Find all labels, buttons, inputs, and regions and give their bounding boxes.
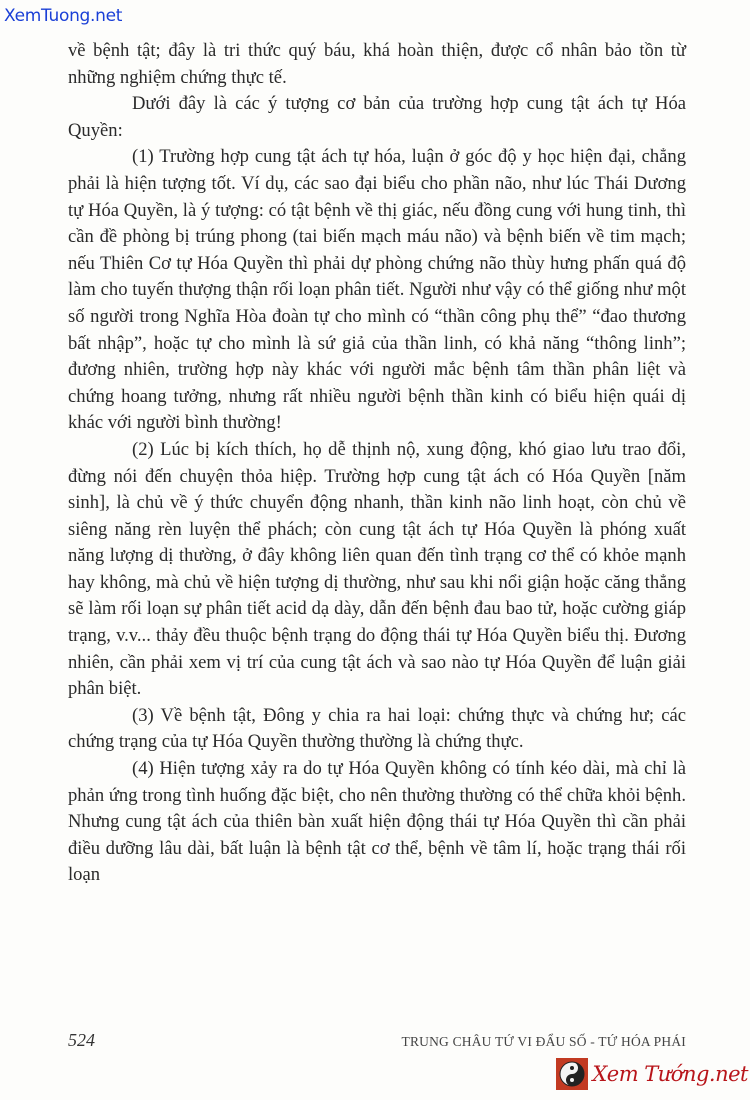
page-number: 524 — [68, 1030, 95, 1050]
watermark-logo — [556, 1058, 748, 1090]
paragraph: (2) Lúc bị kích thích, họ dễ thịnh nộ, xung động, khó giao lưu trao đổi, đừng nói đến chuyện thỏa hiệp. Trường hợp cung tật ách có Hóa Quyền [năm sinh], là chủ về ý thức chuyển động nhanh, thần kinh não linh hoạt, còn chủ về siêng năng rèn luyện thể phách; còn cung tật ách tự Hóa Quyền là phóng xuất năng lượng dị thường, ở đây không liên quan đến tình trạng cơ thể có khỏe mạnh hay không, mà chủ về hiện tượng dị thường, như sau khi nổi giận hoặc căng thẳng sẽ làm rối loạn sự phân tiết acid dạ dày, dẫn đến bệnh đau bao tử, hoặc cường giáp trạng, v.v... thảy đều thuộc bệnh trạng do động thái tự Hóa Quyền biểu thị. Đương nhiên, cần phải xem vị trí của cung tật ách và sao nào tự Hóa Quyền để luận giải phân biệt. — [68, 438, 686, 700]
page-footer — [68, 1030, 686, 1051]
paragraph: (1) Trường hợp cung tật ách tự hóa, luận ở góc độ y học hiện đại, chẳng phải là hiện tượng tốt. Ví dụ, các sao đại biểu cho phần não, như lúc Thái Dương tự Hóa Quyền, là ý tượng: có tật bệnh về thị giác, nếu đồng cung với hung tinh, thì cần đề phòng bị trúng phong (tai biến mạch máu não) và bệnh biến về tim mạch; nếu Thiên Cơ tự Hóa Quyền thì phải dự phòng chứng não thùy hưng phấn quá độ làm cho tuyến thượng thận rối loạn phân tiết. Người như vậy có thể giống như một số người trong Nghĩa Hòa đoàn tự cho mình có “thần công phụ thể” “đao thương bất nhập”, hoặc tự cho mình là sứ giả của thần linh, có khả năng “thông linh”; đương nhiên, trường hợp này khác với người mắc bệnh tâm thần phân liệt và chứng hoang tưởng, nhưng rất nhiều người bệnh thần kinh có biểu hiện quái dị khác với người bình thường! — [68, 146, 686, 434]
logo-text: Xem Tướng.net — [592, 1062, 748, 1086]
paragraph: (4) Hiện tượng xảy ra do tự Hóa Quyền không có tính kéo dài, mà chỉ là phản ứng trong tình huống đặc biệt, cho nên thường thường có thể chữa khỏi bệnh. Nhưng cung tật ách của thiên bàn xuất hiện động thái tự Hóa Quyền thì cần phải điều dưỡng lâu dài, bất luận là bệnh tật cơ thể, bệnh về tâm lí, hoặc trạng thái rối loạn — [68, 758, 686, 886]
paragraph: về bệnh tật; đây là tri thức quý báu, khá hoàn thiện, được cổ nhân bảo tồn từ những nghiệm chứng thực tế. — [68, 40, 686, 88]
watermark-site-name: XemTuong.net — [4, 6, 123, 26]
yin-yang-icon — [556, 1058, 588, 1090]
paragraph: (3) Về bệnh tật, Đông y chia ra hai loại: chứng thực và chứng hư; các chứng trạng của tự Hóa Quyền thường thường là chứng thực. — [68, 704, 686, 753]
page-body — [68, 38, 686, 889]
paragraph: Dưới đây là các ý tượng cơ bản của trường hợp cung tật ách tự Hóa Quyền: — [68, 93, 686, 141]
running-title: TRUNG CHÂU TỨ VI ĐẨU SỐ - TỨ HÓA PHÁI — [401, 1034, 686, 1049]
